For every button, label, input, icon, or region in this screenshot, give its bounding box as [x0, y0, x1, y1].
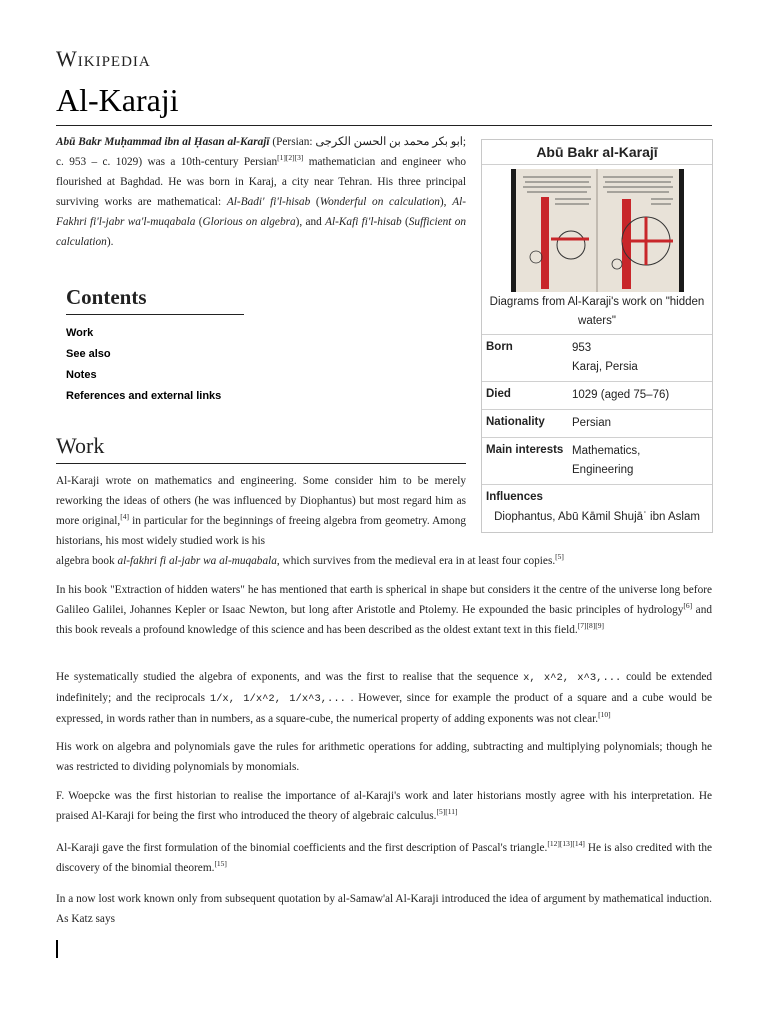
- p5-text: F. Woepcke was the first historian to realise the importance of al-Karaji's work and later historians mostly agree with his interpretation. He praised Al-Karaji for being the first who introduced the theory of algebraic calculus.: [56, 790, 712, 822]
- subject-full-name: Abū Bakr Muḥammad ibn al Ḥasan al-Karajī: [56, 136, 270, 148]
- persian-name: ابو بکر محمد بن الحسن الکرجی: [315, 136, 463, 148]
- infobox-title: Abū Bakr al-Karajī: [482, 140, 712, 165]
- work-translation-badi: Wonderful on calculation: [319, 196, 440, 208]
- toc-item-see-also[interactable]: See also: [66, 348, 111, 360]
- sequence-powers: x, x^2, x^3,...: [523, 672, 622, 684]
- infobox-row-died: [482, 382, 712, 410]
- nationality-value[interactable]: Persian: [572, 417, 611, 429]
- work-paragraph-3: [56, 667, 712, 729]
- p2-text-a: In his book "Extraction of hidden waters" he has mentioned that earth is spherical in shape but considers it the centre of the universe long before Galileo Galilei, Johannes Kepler or Isaac Newton, but long after Aristotle and Ptolemy. He expounded the basic principles of hydrology: [56, 584, 712, 616]
- citation-4[interactable]: [4]: [120, 512, 129, 522]
- toc-item-notes[interactable]: Notes: [66, 369, 97, 381]
- lead-text: mathematician and engineer who flourished at Baghdad. He was born in Karaj, a city near Tehran. His three principal surviving works are mathematical:: [56, 156, 466, 208]
- p6-text-a: Al-Karaji gave the first formulation of the binomial coefficients and the first description of Pascal's triangle.: [56, 842, 548, 854]
- nationality-label: Nationality: [486, 416, 545, 428]
- p1-text-c: algebra book: [56, 555, 118, 567]
- interest-engineering[interactable]: Engineering: [572, 464, 634, 476]
- p3-text-a: He systematically studied the algebra of exponents, and was the first to realise that the sequence: [56, 671, 524, 683]
- citation-12-14[interactable]: [12][13][14]: [547, 839, 585, 849]
- p1-text-d: , which survives from the medieval era in at least four copies.: [276, 555, 556, 567]
- citation-1-3[interactable]: [1][2][3]: [277, 153, 304, 163]
- citation-5[interactable]: [5]: [555, 552, 564, 562]
- table-of-contents: [66, 285, 246, 407]
- interests-label: Main interests: [486, 444, 564, 456]
- work-translation-kafi: Sufficient on calculation: [56, 216, 467, 248]
- p6-text-b: He is also credited with the discovery of the binomial theorem.: [56, 842, 712, 874]
- manuscript-drawing: [511, 169, 684, 292]
- p1-text-a: Al-Karaji wrote on mathematics and engineering. Some consider him to be merely reworking the ideas of others (he was influenced by Diophantus) but most regard him as more original,: [56, 475, 466, 527]
- work-paragraph-7: In a now lost work known only from subsequent quotation by al-Samaw'al Al-Karaji introduced the idea of argument by mathematical induction. As Katz says: [56, 893, 712, 925]
- citation-6[interactable]: [6]: [683, 601, 693, 611]
- section-heading-work: Work: [56, 433, 105, 458]
- infobox-row-born: [482, 335, 712, 382]
- contents-heading: Contents: [66, 285, 147, 309]
- died-label: Died: [486, 388, 511, 400]
- wikipedia-wordmark[interactable]: Wikipedia: [56, 46, 151, 71]
- infobox-row-nationality: [482, 410, 712, 438]
- citation-7-9[interactable]: [7][8][9]: [577, 621, 604, 631]
- influences-label: Influences: [486, 491, 543, 503]
- lead-dates: ; c. 953 – c. 1029) was a 10th-century Persian: [56, 136, 466, 168]
- died-value: 1029 (aged 75–76): [572, 389, 670, 401]
- page-title: Al-Karaji: [56, 82, 179, 118]
- p3-text-b: could be extended indefinitely; and the reciprocals: [56, 671, 713, 704]
- text-cursor: [56, 940, 58, 958]
- work-title-badi[interactable]: Al-Badi' fi'l-hisab: [226, 196, 311, 208]
- born-place[interactable]: Karaj, Persia: [572, 361, 638, 373]
- citation-15[interactable]: [15]: [214, 859, 227, 869]
- toc-item-references[interactable]: References and external links: [66, 390, 222, 402]
- lead-paragraph: Abū Bakr Muḥammad ibn al Ḥasan al-Karajī (Persian: ابو بکر محمد بن الحسن الکرجی; c. 953 – c. 1029) was a 10th-century Persian[1][2][3] mathematician and engineer who flourished at Baghdad. He was born in Karaj, a city near Tehran. His three principal surviving works are mathematical: Al-Badi' fi'l-hisab (Wonderful on calculation), Al-Fakhri fi'l-jabr wa'l-muqabala (Glorious on algebra), and Al-Kafi fi'l-hisab (Sufficient on calculation).: [56, 136, 467, 248]
- title-divider: [56, 125, 712, 126]
- work-title-fakhri[interactable]: Al-Fakhri fi'l-jabr wa'l-muqabala: [56, 196, 466, 228]
- work-paragraph-5: [56, 786, 712, 826]
- born-label: Born: [486, 341, 513, 353]
- p2-text-b: and this book reveals a profound knowledge of this science and has been described as the oldest extant text in this field.: [56, 604, 712, 636]
- persian-prefix: (Persian:: [269, 136, 316, 148]
- interest-mathematics[interactable]: Mathematics,: [572, 445, 641, 457]
- manuscript-diagram-image[interactable]: [511, 169, 684, 292]
- infobox-row-interests: [482, 438, 712, 485]
- work-paragraph-4: His work on algebra and polynomials gave the rules for arithmetic operations for adding, subtracting and multiplying polynomials; though he was restricted to dividing polynomials by monomials.: [56, 741, 712, 773]
- p1-text-b: in particular for the beginnings of freeing algebra from geometry. Among historians, his most widely studied work is his: [56, 515, 466, 547]
- algebra-book-title[interactable]: al-fakhri fi al-jabr wa al-muqabala: [117, 555, 277, 567]
- infobox: [481, 139, 713, 533]
- citation-5-11[interactable]: [5][11]: [436, 807, 458, 817]
- work-translation-fakhri: Glorious on algebra: [202, 216, 296, 228]
- born-year: 953: [572, 342, 592, 354]
- work-paragraph-2: [56, 580, 712, 640]
- infobox-caption: Diagrams from Al-Karaji's work on "hidden waters": [482, 292, 712, 335]
- work-paragraph-6: [56, 838, 712, 878]
- work-title-kafi[interactable]: Al-Kafi fi'l-hisab: [325, 216, 402, 228]
- sequence-reciprocals: 1/x, 1/x^2, 1/x^3,...: [209, 693, 346, 705]
- section-divider: [56, 463, 466, 464]
- influences-value[interactable]: Diophantus, Abū Kāmil Shujāʿ ibn Aslam: [494, 511, 700, 523]
- p3-text-c: . However, since for example the product of a square and a cube would be expressed, in words rather than in numbers, as a square-cube, the numerical property of adding exponents was not clear.: [56, 692, 712, 725]
- citation-10[interactable]: [10]: [598, 710, 611, 720]
- contents-divider: [66, 314, 244, 315]
- toc-item-work[interactable]: Work: [66, 327, 94, 339]
